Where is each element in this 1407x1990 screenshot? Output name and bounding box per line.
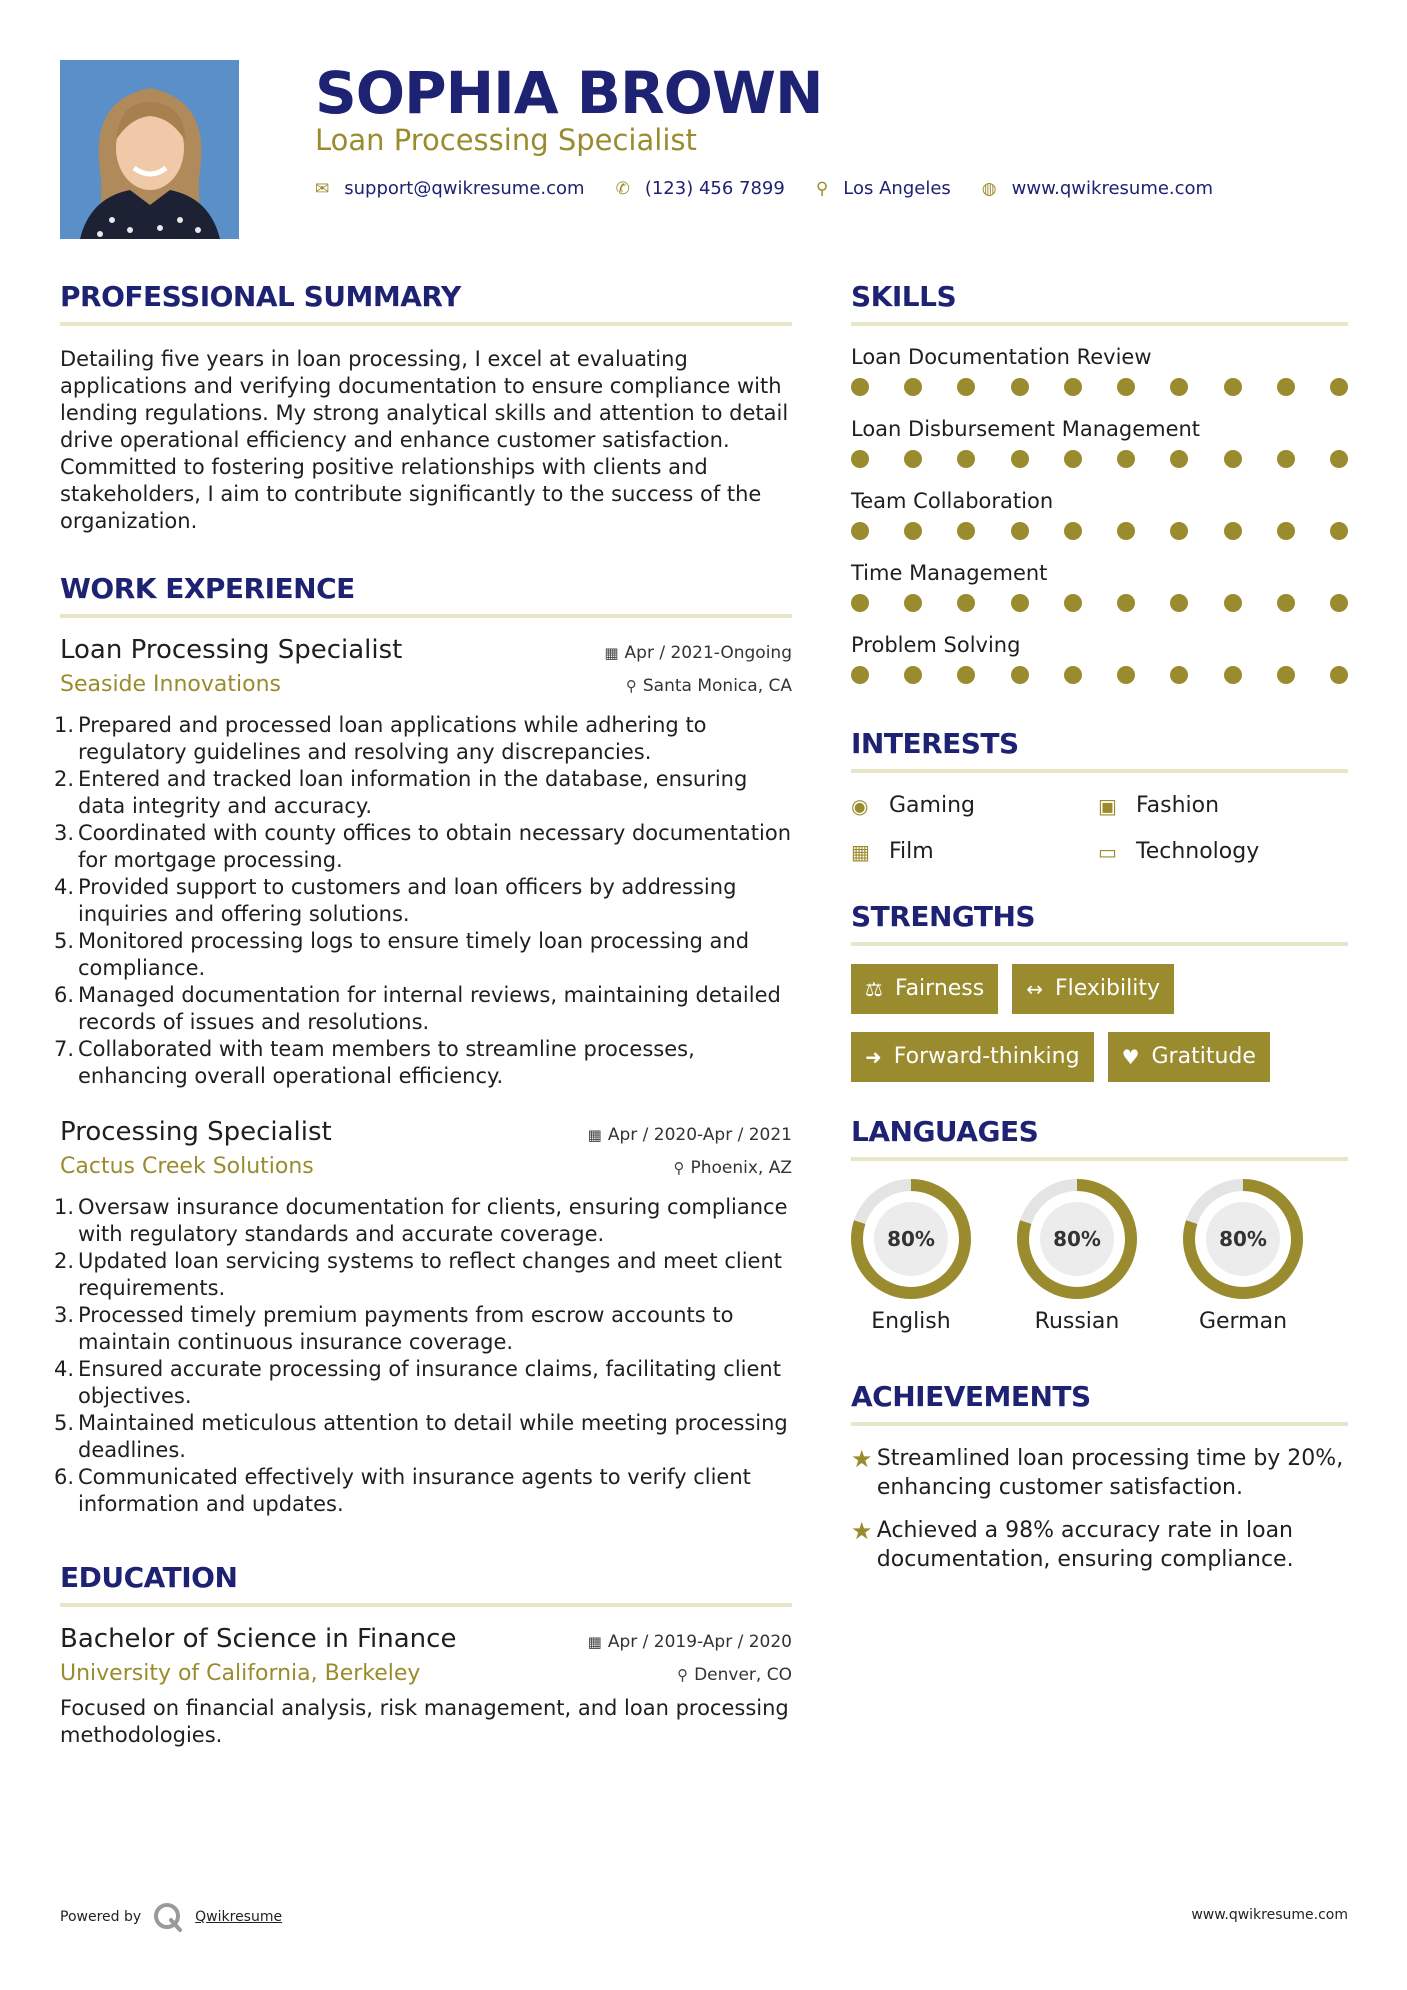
rating-dot	[1277, 594, 1295, 612]
list-item: 3. Processed timely premium payments from escrow accounts to maintain continuous insurance coverage.	[54, 1303, 734, 1354]
rating-dot	[1170, 450, 1188, 468]
language-item	[1017, 1179, 1137, 1337]
profile-photo	[60, 60, 239, 239]
language-percent: 80%	[1219, 1227, 1267, 1251]
list-item: 1. Prepared and processed loan applications while adhering to regulatory guidelines and resolving any discrepancies.	[54, 713, 707, 764]
rating-dot	[1170, 522, 1188, 540]
rating-dot	[1117, 666, 1135, 684]
powered-by-label: Powered by	[60, 1909, 142, 1925]
rating-dot	[1224, 450, 1242, 468]
rating-dot	[1277, 450, 1295, 468]
achievement-text: Streamlined loan processing time by 20%, enhancing customer satisfaction.	[876, 1446, 1344, 1500]
section-divider	[851, 1157, 1348, 1161]
education-description: Focused on financial analysis, risk management, and loan processing methodologies.	[60, 1696, 789, 1747]
strength-badge: ⚖ Fairness	[851, 964, 998, 1014]
skill-item	[851, 342, 1348, 396]
skill-rating	[851, 522, 1348, 540]
rating-dot	[957, 522, 975, 540]
list-item: 6. Communicated effectively with insurance agents to verify client information and updates.	[54, 1465, 751, 1516]
calendar-icon: ▦	[587, 1126, 602, 1144]
achievement-text: Achieved a 98% accuracy rate in loan documentation, ensuring compliance.	[876, 1518, 1294, 1572]
section-divider	[851, 1422, 1348, 1426]
rating-dot	[904, 594, 922, 612]
phone-icon: ✆	[615, 178, 630, 199]
rating-dot	[1170, 666, 1188, 684]
rating-dot	[1224, 522, 1242, 540]
language-progress-ring	[851, 1179, 971, 1299]
company-name: Seaside Innovations	[60, 672, 281, 697]
skill-rating	[851, 450, 1348, 468]
rating-dot	[904, 450, 922, 468]
list-item: 2. Updated loan servicing systems to reflect changes and meet client requirements.	[54, 1249, 783, 1300]
experience-section	[54, 569, 792, 1518]
list-item: 1. Oversaw insurance documentation for clients, ensuring compliance with regulatory standards and accurate coverage.	[54, 1195, 788, 1246]
language-item	[1183, 1179, 1303, 1337]
rating-dot	[851, 450, 869, 468]
skill-item	[851, 486, 1348, 540]
language-progress-ring	[1183, 1179, 1303, 1299]
language-percent: 80%	[887, 1227, 935, 1251]
rating-dot	[1064, 450, 1082, 468]
section-divider	[60, 322, 792, 326]
shopping-bag-icon: ▣	[1098, 794, 1117, 818]
right-column	[851, 277, 1348, 1588]
job-title: Loan Processing Specialist	[60, 635, 403, 665]
pin-icon: ⚲	[673, 1159, 685, 1177]
section-divider	[851, 769, 1348, 773]
rating-dot	[1277, 378, 1295, 396]
education-location: ⚲ Denver, CO	[677, 1665, 792, 1685]
rating-dot	[1011, 522, 1029, 540]
skills-section	[851, 277, 1348, 684]
skill-item	[851, 630, 1348, 684]
rating-dot	[1117, 378, 1135, 396]
rating-dot	[1170, 378, 1188, 396]
rating-dot	[1011, 378, 1029, 396]
job-location: ⚲ Santa Monica, CA	[625, 676, 792, 696]
section-title: SKILLS	[851, 280, 957, 313]
section-title: WORK EXPERIENCE	[60, 572, 355, 605]
achievement-item	[851, 1444, 1348, 1502]
summary-text: Detailing five years in loan processing, I excel at evaluating applications and verifying documentation to ensure compliance with lending regulations. My strong analytical skills and attention to detail drive operational efficiency and enhance customer satisfaction. Committed to fostering positive relationships with clients and stakeholders, I aim to contribute significantly to the success of the organization.	[60, 347, 789, 533]
rating-dot	[1330, 522, 1348, 540]
rating-dot	[1330, 666, 1348, 684]
company-name: Cactus Creek Solutions	[60, 1154, 314, 1179]
arrows-horizontal-icon: ↔	[1026, 977, 1043, 1001]
rating-dot	[1277, 666, 1295, 684]
footer-powered-by	[60, 1900, 282, 1934]
section-title: PROFESSIONAL SUMMARY	[60, 280, 461, 313]
language-progress-ring	[1017, 1179, 1137, 1299]
contact-website[interactable]: www.qwikresume.com	[1011, 178, 1214, 199]
interest-item: ▭ Technology	[1098, 837, 1348, 867]
rating-dot	[1224, 378, 1242, 396]
list-item: 5. Monitored processing logs to ensure timely loan processing and compliance.	[54, 929, 750, 980]
job-entry	[54, 632, 792, 1090]
rating-dot	[957, 378, 975, 396]
rating-dot	[1064, 594, 1082, 612]
gamepad-icon: ◉	[851, 794, 869, 818]
rating-dot	[1011, 666, 1029, 684]
pin-icon: ⚲	[625, 677, 637, 695]
rating-dot	[1330, 378, 1348, 396]
skill-rating	[851, 594, 1348, 612]
language-item	[851, 1179, 971, 1337]
summary-section	[60, 277, 792, 535]
list-item: 7. Collaborated with team members to streamline processes, enhancing overall operational efficiency.	[54, 1037, 695, 1088]
rating-dot	[851, 666, 869, 684]
achievements-section	[851, 1377, 1348, 1574]
skill-name: Time Management	[851, 561, 1048, 585]
job-entry	[54, 1114, 792, 1518]
skill-name: Loan Documentation Review	[851, 345, 1152, 369]
contact-email[interactable]: support@qwikresume.com	[344, 178, 585, 199]
globe-icon: ◍	[981, 178, 997, 199]
list-item: 4. Provided support to customers and loan officers by addressing inquiries and offering solutions.	[54, 875, 737, 926]
interest-item: ◉ Gaming	[851, 791, 1098, 821]
section-title: INTERESTS	[851, 727, 1019, 760]
skill-item	[851, 414, 1348, 468]
calendar-icon: ▦	[587, 1633, 602, 1651]
job-date: ▦ Apr / 2021-Ongoing	[604, 643, 792, 663]
brand-link[interactable]: Qwikresume	[195, 1909, 283, 1925]
candidate-title: Loan Processing Specialist	[315, 123, 697, 157]
balance-scale-icon: ⚖	[865, 977, 883, 1001]
contact-phone[interactable]: (123) 456 7899	[644, 178, 785, 199]
list-item: 4. Ensured accurate processing of insurance claims, facilitating client objectives.	[54, 1357, 781, 1408]
education-date: ▦ Apr / 2019-Apr / 2020	[587, 1632, 792, 1652]
skill-name: Team Collaboration	[851, 489, 1054, 513]
rating-dot	[1330, 594, 1348, 612]
arrow-right-icon: ➜	[865, 1045, 882, 1069]
strength-badge: ♥ Gratitude	[1108, 1032, 1270, 1082]
skill-name: Loan Disbursement Management	[851, 417, 1201, 441]
rating-dot	[1064, 522, 1082, 540]
language-name: English	[871, 1309, 951, 1334]
job-bullets	[54, 1194, 792, 1518]
rating-dot	[1224, 666, 1242, 684]
contact-location: Los Angeles	[843, 178, 951, 199]
section-title: ACHIEVEMENTS	[851, 1380, 1091, 1413]
film-icon: ▦	[851, 840, 870, 864]
language-percent: 80%	[1053, 1227, 1101, 1251]
section-title: STRENGTHS	[851, 900, 1036, 933]
calendar-icon: ▦	[604, 644, 619, 662]
rating-dot	[1064, 378, 1082, 396]
heart-icon: ♥	[1121, 1045, 1140, 1069]
rating-dot	[1330, 450, 1348, 468]
rating-dot	[904, 522, 922, 540]
rating-dot	[1117, 450, 1135, 468]
rating-dot	[1277, 522, 1295, 540]
location-icon: ⚲	[815, 178, 829, 199]
list-item: 2. Entered and tracked loan information in the database, ensuring data integrity and accuracy.	[54, 767, 748, 818]
skill-rating	[851, 378, 1348, 396]
laptop-icon: ▭	[1098, 840, 1117, 864]
rating-dot	[904, 378, 922, 396]
mail-icon: ✉	[315, 178, 330, 199]
interests-section	[851, 724, 1348, 867]
rating-dot	[957, 666, 975, 684]
language-name: German	[1198, 1309, 1288, 1334]
rating-dot	[1224, 594, 1242, 612]
skill-name: Problem Solving	[851, 633, 1021, 657]
degree-title: Bachelor of Science in Finance	[60, 1624, 457, 1654]
skill-item	[851, 558, 1348, 612]
section-divider	[851, 322, 1348, 326]
rating-dot	[957, 594, 975, 612]
contact-bar	[315, 178, 1231, 199]
rating-dot	[1170, 594, 1188, 612]
footer-url[interactable]: www.qwikresume.com	[1191, 1907, 1348, 1923]
rating-dot	[851, 378, 869, 396]
education-section	[60, 1558, 792, 1749]
job-date: ▦ Apr / 2020-Apr / 2021	[587, 1125, 792, 1145]
candidate-name: SOPHIA BROWN	[315, 59, 823, 127]
rating-dot	[1064, 666, 1082, 684]
job-bullets	[54, 712, 792, 1090]
school-name: University of California, Berkeley	[60, 1661, 421, 1686]
pin-icon: ⚲	[677, 1666, 689, 1684]
list-item: 6. Managed documentation for internal reviews, maintaining detailed records of issues and resolutions.	[54, 983, 781, 1034]
job-title: Processing Specialist	[60, 1117, 332, 1147]
list-item: 3. Coordinated with county offices to obtain necessary documentation for mortgage processing.	[54, 821, 792, 872]
language-name: Russian	[1034, 1309, 1120, 1334]
list-item: 5. Maintained meticulous attention to detail while meeting processing deadlines.	[54, 1411, 788, 1462]
strength-badge: ➜ Forward-thinking	[851, 1032, 1094, 1082]
achievement-item	[851, 1516, 1348, 1574]
skill-rating	[851, 666, 1348, 684]
section-title: LANGUAGES	[851, 1115, 1039, 1148]
strengths-section	[851, 897, 1348, 1082]
interest-item: ▣ Fashion	[1098, 791, 1348, 821]
rating-dot	[1117, 594, 1135, 612]
section-divider	[60, 1603, 792, 1607]
rating-dot	[851, 594, 869, 612]
languages-section	[851, 1112, 1348, 1337]
rating-dot	[851, 522, 869, 540]
rating-dot	[904, 666, 922, 684]
strength-badge: ↔ Flexibility	[1012, 964, 1174, 1014]
interest-item: ▦ Film	[851, 837, 1098, 867]
avatar	[60, 60, 239, 239]
rating-dot	[1011, 594, 1029, 612]
section-title: EDUCATION	[60, 1561, 238, 1594]
rating-dot	[1011, 450, 1029, 468]
trophy-star-icon: ★	[851, 1517, 873, 1545]
section-divider	[851, 942, 1348, 946]
rating-dot	[1117, 522, 1135, 540]
trophy-star-icon: ★	[851, 1445, 873, 1473]
qwikresume-logo-icon	[151, 1900, 185, 1934]
rating-dot	[957, 450, 975, 468]
section-divider	[60, 614, 792, 618]
left-column	[54, 277, 792, 1749]
job-location: ⚲ Phoenix, AZ	[673, 1158, 792, 1178]
